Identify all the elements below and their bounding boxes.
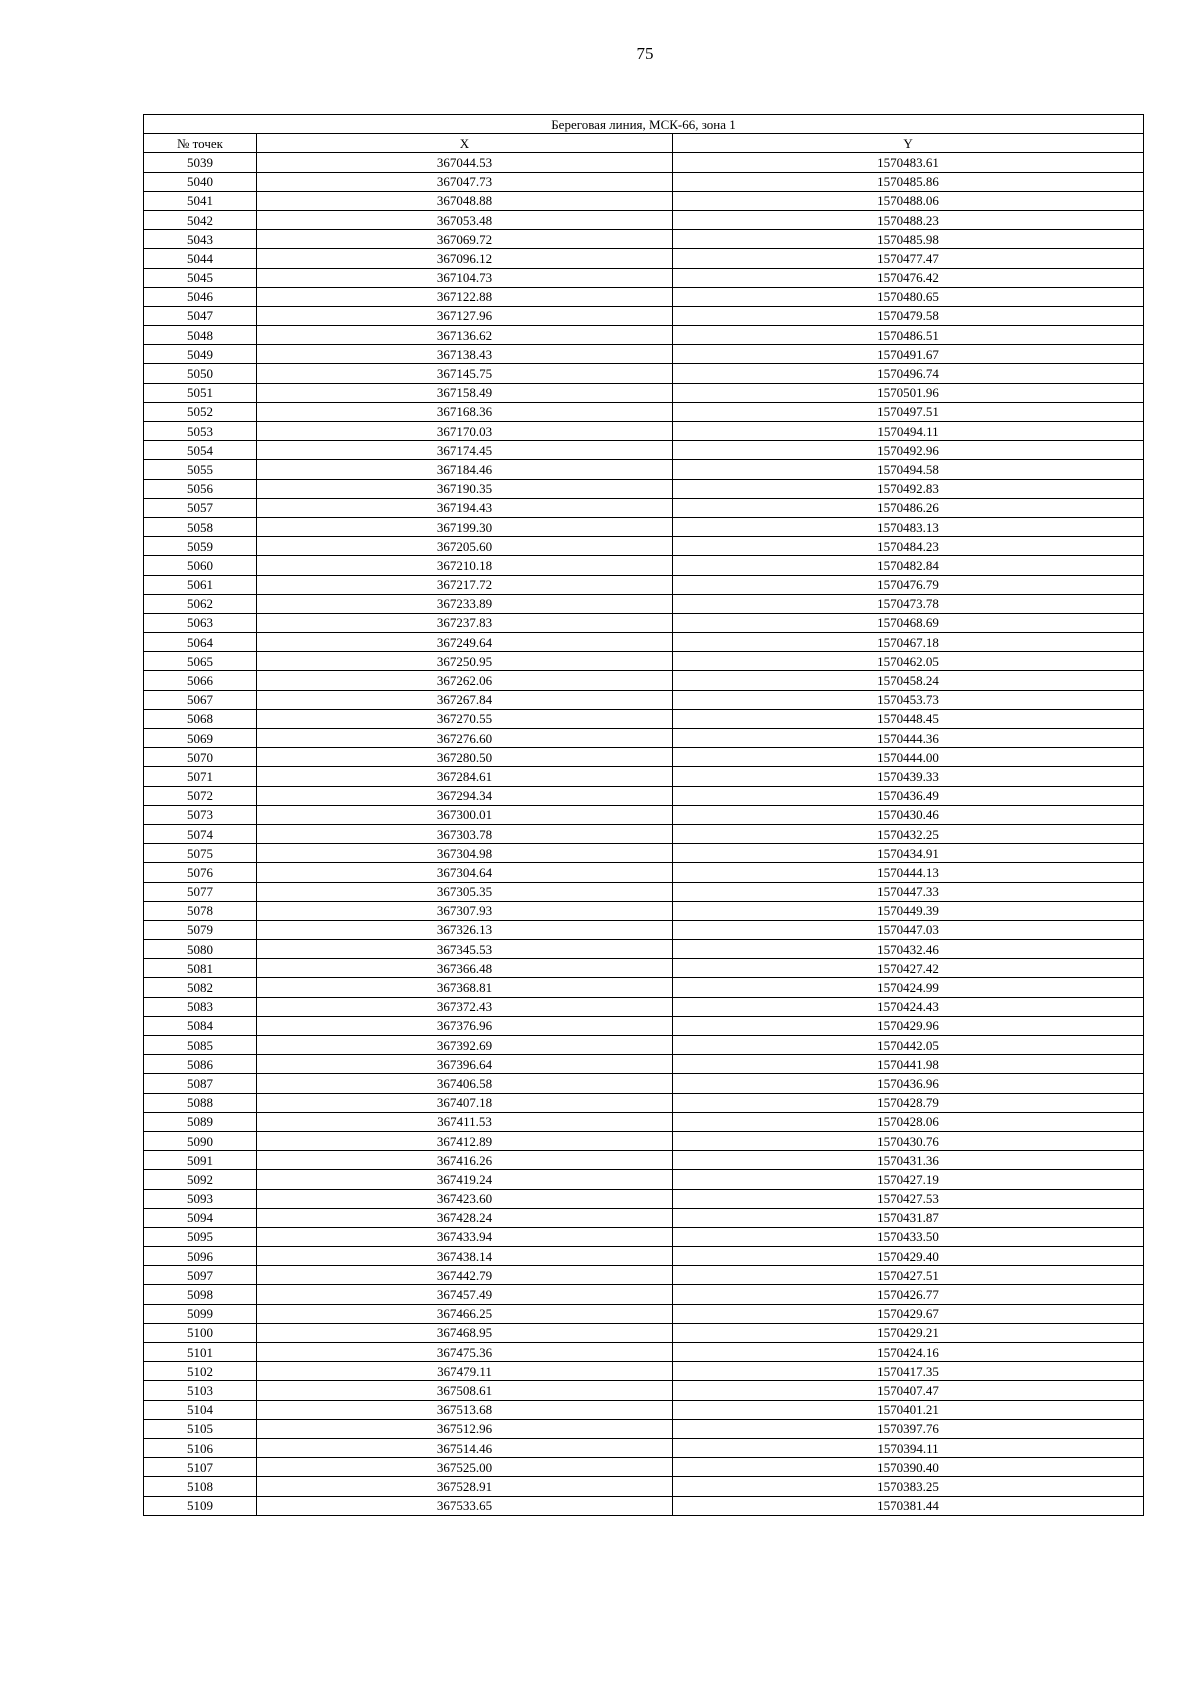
table-row	[144, 441, 1144, 460]
table-header-row	[144, 134, 1144, 153]
x-cell: 367158.49	[257, 383, 673, 402]
point-number-cell: 5105	[144, 1419, 257, 1438]
table-row	[144, 1016, 1144, 1035]
y-cell: 1570473.78	[673, 594, 1144, 613]
table-row	[144, 537, 1144, 556]
table-row	[144, 479, 1144, 498]
point-number-cell: 5091	[144, 1151, 257, 1170]
x-cell: 367044.53	[257, 153, 673, 172]
point-number-cell: 5068	[144, 709, 257, 728]
y-cell: 1570501.96	[673, 383, 1144, 402]
x-cell: 367069.72	[257, 230, 673, 249]
table-row	[144, 364, 1144, 383]
point-number-cell: 5051	[144, 383, 257, 402]
point-number-cell: 5041	[144, 191, 257, 210]
x-cell: 367249.64	[257, 633, 673, 652]
y-cell: 1570430.76	[673, 1131, 1144, 1150]
x-cell: 367479.11	[257, 1362, 673, 1381]
y-cell: 1570383.25	[673, 1477, 1144, 1496]
x-cell: 367174.45	[257, 441, 673, 460]
point-number-cell: 5075	[144, 844, 257, 863]
table-row	[144, 1247, 1144, 1266]
table-row	[144, 191, 1144, 210]
y-cell: 1570476.79	[673, 575, 1144, 594]
x-cell: 367104.73	[257, 268, 673, 287]
point-number-cell: 5087	[144, 1074, 257, 1093]
y-cell: 1570430.46	[673, 805, 1144, 824]
y-cell: 1570427.53	[673, 1189, 1144, 1208]
y-cell: 1570448.45	[673, 709, 1144, 728]
table-row	[144, 1227, 1144, 1246]
table-row	[144, 959, 1144, 978]
table-row	[144, 153, 1144, 172]
y-cell: 1570429.96	[673, 1016, 1144, 1035]
y-cell: 1570485.86	[673, 172, 1144, 191]
x-cell: 367138.43	[257, 345, 673, 364]
x-cell: 367199.30	[257, 517, 673, 536]
x-cell: 367438.14	[257, 1247, 673, 1266]
y-cell: 1570488.23	[673, 210, 1144, 229]
y-cell: 1570436.96	[673, 1074, 1144, 1093]
y-cell: 1570447.33	[673, 882, 1144, 901]
point-number-cell: 5104	[144, 1400, 257, 1419]
y-cell: 1570432.25	[673, 824, 1144, 843]
y-cell: 1570439.33	[673, 767, 1144, 786]
x-cell: 367262.06	[257, 671, 673, 690]
table-row	[144, 287, 1144, 306]
table-row	[144, 1496, 1144, 1515]
x-cell: 367284.61	[257, 767, 673, 786]
table-row	[144, 383, 1144, 402]
table-row	[144, 1151, 1144, 1170]
y-cell: 1570497.51	[673, 402, 1144, 421]
x-cell: 367513.68	[257, 1400, 673, 1419]
x-cell: 367376.96	[257, 1016, 673, 1035]
point-number-cell: 5109	[144, 1496, 257, 1515]
point-number-cell: 5107	[144, 1458, 257, 1477]
point-number-cell: 5039	[144, 153, 257, 172]
point-number-cell: 5044	[144, 249, 257, 268]
table-row	[144, 1112, 1144, 1131]
table-row	[144, 882, 1144, 901]
y-cell: 1570427.42	[673, 959, 1144, 978]
x-cell: 367533.65	[257, 1496, 673, 1515]
point-number-cell: 5096	[144, 1247, 257, 1266]
table-row	[144, 1419, 1144, 1438]
point-number-cell: 5077	[144, 882, 257, 901]
point-number-cell: 5076	[144, 863, 257, 882]
y-cell: 1570447.03	[673, 920, 1144, 939]
x-cell: 367267.84	[257, 690, 673, 709]
y-cell: 1570433.50	[673, 1227, 1144, 1246]
y-cell: 1570444.36	[673, 729, 1144, 748]
table-row	[144, 1266, 1144, 1285]
table-row	[144, 1208, 1144, 1227]
x-cell: 367300.01	[257, 805, 673, 824]
y-cell: 1570424.16	[673, 1343, 1144, 1362]
table-row	[144, 767, 1144, 786]
table-body	[144, 153, 1144, 1515]
x-cell: 367276.60	[257, 729, 673, 748]
y-cell: 1570394.11	[673, 1438, 1144, 1457]
point-number-cell: 5084	[144, 1016, 257, 1035]
x-cell: 367294.34	[257, 786, 673, 805]
table-row	[144, 729, 1144, 748]
table-row	[144, 709, 1144, 728]
x-cell: 367170.03	[257, 422, 673, 441]
table-row	[144, 1400, 1144, 1419]
table-row	[144, 671, 1144, 690]
y-cell: 1570431.87	[673, 1208, 1144, 1227]
table-row	[144, 613, 1144, 632]
x-cell: 367205.60	[257, 537, 673, 556]
x-cell: 367053.48	[257, 210, 673, 229]
column-header-x: X	[257, 134, 673, 153]
y-cell: 1570453.73	[673, 690, 1144, 709]
point-number-cell: 5078	[144, 901, 257, 920]
point-number-cell: 5102	[144, 1362, 257, 1381]
x-cell: 367127.96	[257, 306, 673, 325]
point-number-cell: 5054	[144, 441, 257, 460]
point-number-cell: 5040	[144, 172, 257, 191]
table-row	[144, 997, 1144, 1016]
x-cell: 367457.49	[257, 1285, 673, 1304]
point-number-cell: 5106	[144, 1438, 257, 1457]
point-number-cell: 5055	[144, 460, 257, 479]
x-cell: 367475.36	[257, 1343, 673, 1362]
y-cell: 1570462.05	[673, 652, 1144, 671]
x-cell: 367514.46	[257, 1438, 673, 1457]
table-row	[144, 1131, 1144, 1150]
table-row	[144, 498, 1144, 517]
table-row	[144, 268, 1144, 287]
point-number-cell: 5079	[144, 920, 257, 939]
y-cell: 1570427.19	[673, 1170, 1144, 1189]
table-row	[144, 920, 1144, 939]
x-cell: 367096.12	[257, 249, 673, 268]
x-cell: 367392.69	[257, 1036, 673, 1055]
point-number-cell: 5094	[144, 1208, 257, 1227]
table-row	[144, 1189, 1144, 1208]
table-row	[144, 652, 1144, 671]
x-cell: 367468.95	[257, 1323, 673, 1342]
x-cell: 367419.24	[257, 1170, 673, 1189]
x-cell: 367168.36	[257, 402, 673, 421]
table-row	[144, 345, 1144, 364]
point-number-cell: 5048	[144, 326, 257, 345]
y-cell: 1570434.91	[673, 844, 1144, 863]
y-cell: 1570424.43	[673, 997, 1144, 1016]
y-cell: 1570424.99	[673, 978, 1144, 997]
y-cell: 1570390.40	[673, 1458, 1144, 1477]
x-cell: 367305.35	[257, 882, 673, 901]
table-row	[144, 326, 1144, 345]
x-cell: 367372.43	[257, 997, 673, 1016]
point-number-cell: 5100	[144, 1323, 257, 1342]
table-row	[144, 690, 1144, 709]
table-row	[144, 1362, 1144, 1381]
table-row	[144, 1323, 1144, 1342]
x-cell: 367512.96	[257, 1419, 673, 1438]
point-number-cell: 5067	[144, 690, 257, 709]
y-cell: 1570486.26	[673, 498, 1144, 517]
y-cell: 1570468.69	[673, 613, 1144, 632]
y-cell: 1570479.58	[673, 306, 1144, 325]
x-cell: 367210.18	[257, 556, 673, 575]
y-cell: 1570441.98	[673, 1055, 1144, 1074]
table-row	[144, 210, 1144, 229]
point-number-cell: 5101	[144, 1343, 257, 1362]
y-cell: 1570480.65	[673, 287, 1144, 306]
x-cell: 367270.55	[257, 709, 673, 728]
x-cell: 367528.91	[257, 1477, 673, 1496]
x-cell: 367407.18	[257, 1093, 673, 1112]
y-cell: 1570477.47	[673, 249, 1144, 268]
table-row	[144, 901, 1144, 920]
y-cell: 1570444.00	[673, 748, 1144, 767]
table-row	[144, 633, 1144, 652]
x-cell: 367368.81	[257, 978, 673, 997]
column-header-point-number: № точек	[144, 134, 257, 153]
x-cell: 367194.43	[257, 498, 673, 517]
table-row	[144, 1074, 1144, 1093]
y-cell: 1570476.42	[673, 268, 1144, 287]
x-cell: 367307.93	[257, 901, 673, 920]
x-cell: 367416.26	[257, 1151, 673, 1170]
y-cell: 1570494.58	[673, 460, 1144, 479]
y-cell: 1570381.44	[673, 1496, 1144, 1515]
table-row	[144, 1304, 1144, 1323]
y-cell: 1570449.39	[673, 901, 1144, 920]
point-number-cell: 5097	[144, 1266, 257, 1285]
x-cell: 367250.95	[257, 652, 673, 671]
point-number-cell: 5069	[144, 729, 257, 748]
point-number-cell: 5053	[144, 422, 257, 441]
y-cell: 1570429.40	[673, 1247, 1144, 1266]
point-number-cell: 5050	[144, 364, 257, 383]
point-number-cell: 5095	[144, 1227, 257, 1246]
point-number-cell: 5056	[144, 479, 257, 498]
page-number: 75	[636, 44, 654, 63]
point-number-cell: 5045	[144, 268, 257, 287]
point-number-cell: 5049	[144, 345, 257, 364]
point-number-cell: 5061	[144, 575, 257, 594]
x-cell: 367280.50	[257, 748, 673, 767]
table-row	[144, 1036, 1144, 1055]
point-number-cell: 5042	[144, 210, 257, 229]
table-row	[144, 594, 1144, 613]
x-cell: 367411.53	[257, 1112, 673, 1131]
table-row	[144, 172, 1144, 191]
y-cell: 1570483.13	[673, 517, 1144, 536]
table-row	[144, 575, 1144, 594]
table-row	[144, 402, 1144, 421]
point-number-cell: 5047	[144, 306, 257, 325]
x-cell: 367304.64	[257, 863, 673, 882]
y-cell: 1570432.46	[673, 940, 1144, 959]
y-cell: 1570429.21	[673, 1323, 1144, 1342]
y-cell: 1570482.84	[673, 556, 1144, 575]
point-number-cell: 5090	[144, 1131, 257, 1150]
table-row	[144, 422, 1144, 441]
table-row	[144, 824, 1144, 843]
y-cell: 1570492.83	[673, 479, 1144, 498]
y-cell: 1570492.96	[673, 441, 1144, 460]
point-number-cell: 5092	[144, 1170, 257, 1189]
x-cell: 367345.53	[257, 940, 673, 959]
y-cell: 1570444.13	[673, 863, 1144, 882]
point-number-cell: 5052	[144, 402, 257, 421]
x-cell: 367217.72	[257, 575, 673, 594]
table-row	[144, 748, 1144, 767]
y-cell: 1570484.23	[673, 537, 1144, 556]
y-cell: 1570494.11	[673, 422, 1144, 441]
y-cell: 1570485.98	[673, 230, 1144, 249]
point-number-cell: 5043	[144, 230, 257, 249]
point-number-cell: 5065	[144, 652, 257, 671]
y-cell: 1570407.47	[673, 1381, 1144, 1400]
point-number-cell: 5086	[144, 1055, 257, 1074]
point-number-cell: 5082	[144, 978, 257, 997]
y-cell: 1570496.74	[673, 364, 1144, 383]
point-number-cell: 5099	[144, 1304, 257, 1323]
point-number-cell: 5080	[144, 940, 257, 959]
table-row	[144, 517, 1144, 536]
x-cell: 367136.62	[257, 326, 673, 345]
point-number-cell: 5072	[144, 786, 257, 805]
table-row	[144, 460, 1144, 479]
x-cell: 367122.88	[257, 287, 673, 306]
table-row	[144, 1458, 1144, 1477]
table-row	[144, 1285, 1144, 1304]
table-row	[144, 306, 1144, 325]
x-cell: 367190.35	[257, 479, 673, 498]
y-cell: 1570401.21	[673, 1400, 1144, 1419]
table-row	[144, 805, 1144, 824]
point-number-cell: 5098	[144, 1285, 257, 1304]
x-cell: 367047.73	[257, 172, 673, 191]
y-cell: 1570488.06	[673, 191, 1144, 210]
y-cell: 1570442.05	[673, 1036, 1144, 1055]
x-cell: 367412.89	[257, 1131, 673, 1150]
point-number-cell: 5103	[144, 1381, 257, 1400]
x-cell: 367433.94	[257, 1227, 673, 1246]
table-row	[144, 1170, 1144, 1189]
point-number-cell: 5058	[144, 517, 257, 536]
coordinates-table	[143, 114, 1144, 1516]
x-cell: 367466.25	[257, 1304, 673, 1323]
y-cell: 1570426.77	[673, 1285, 1144, 1304]
point-number-cell: 5064	[144, 633, 257, 652]
x-cell: 367525.00	[257, 1458, 673, 1477]
y-cell: 1570483.61	[673, 153, 1144, 172]
y-cell: 1570429.67	[673, 1304, 1144, 1323]
point-number-cell: 5089	[144, 1112, 257, 1131]
y-cell: 1570467.18	[673, 633, 1144, 652]
point-number-cell: 5093	[144, 1189, 257, 1208]
point-number-cell: 5071	[144, 767, 257, 786]
point-number-cell: 5085	[144, 1036, 257, 1055]
x-cell: 367145.75	[257, 364, 673, 383]
table-row	[144, 786, 1144, 805]
x-cell: 367304.98	[257, 844, 673, 863]
point-number-cell: 5088	[144, 1093, 257, 1112]
y-cell: 1570458.24	[673, 671, 1144, 690]
point-number-cell: 5073	[144, 805, 257, 824]
x-cell: 367184.46	[257, 460, 673, 479]
y-cell: 1570428.79	[673, 1093, 1144, 1112]
table-row	[144, 844, 1144, 863]
table-row	[144, 249, 1144, 268]
point-number-cell: 5070	[144, 748, 257, 767]
y-cell: 1570491.67	[673, 345, 1144, 364]
x-cell: 367406.58	[257, 1074, 673, 1093]
point-number-cell: 5060	[144, 556, 257, 575]
y-cell: 1570427.51	[673, 1266, 1144, 1285]
y-cell: 1570397.76	[673, 1419, 1144, 1438]
x-cell: 367442.79	[257, 1266, 673, 1285]
table-row	[144, 1343, 1144, 1362]
x-cell: 367396.64	[257, 1055, 673, 1074]
x-cell: 367428.24	[257, 1208, 673, 1227]
table-row	[144, 556, 1144, 575]
point-number-cell: 5059	[144, 537, 257, 556]
table-title: Береговая линия, МСК-66, зона 1	[144, 115, 1144, 134]
point-number-cell: 5074	[144, 824, 257, 843]
x-cell: 367048.88	[257, 191, 673, 210]
x-cell: 367237.83	[257, 613, 673, 632]
table-row	[144, 1093, 1144, 1112]
point-number-cell: 5057	[144, 498, 257, 517]
x-cell: 367326.13	[257, 920, 673, 939]
table-row	[144, 940, 1144, 959]
table-row	[144, 1381, 1144, 1400]
point-number-cell: 5062	[144, 594, 257, 613]
x-cell: 367508.61	[257, 1381, 673, 1400]
x-cell: 367366.48	[257, 959, 673, 978]
y-cell: 1570428.06	[673, 1112, 1144, 1131]
point-number-cell: 5108	[144, 1477, 257, 1496]
table-row	[144, 978, 1144, 997]
x-cell: 367233.89	[257, 594, 673, 613]
point-number-cell: 5066	[144, 671, 257, 690]
column-header-y: Y	[673, 134, 1144, 153]
point-number-cell: 5081	[144, 959, 257, 978]
y-cell: 1570486.51	[673, 326, 1144, 345]
point-number-cell: 5046	[144, 287, 257, 306]
x-cell: 367423.60	[257, 1189, 673, 1208]
y-cell: 1570436.49	[673, 786, 1144, 805]
table-row	[144, 863, 1144, 882]
y-cell: 1570431.36	[673, 1151, 1144, 1170]
table-row	[144, 230, 1144, 249]
table-row	[144, 1477, 1144, 1496]
point-number-cell: 5083	[144, 997, 257, 1016]
table-row	[144, 1055, 1144, 1074]
point-number-cell: 5063	[144, 613, 257, 632]
table-row	[144, 1438, 1144, 1457]
x-cell: 367303.78	[257, 824, 673, 843]
y-cell: 1570417.35	[673, 1362, 1144, 1381]
